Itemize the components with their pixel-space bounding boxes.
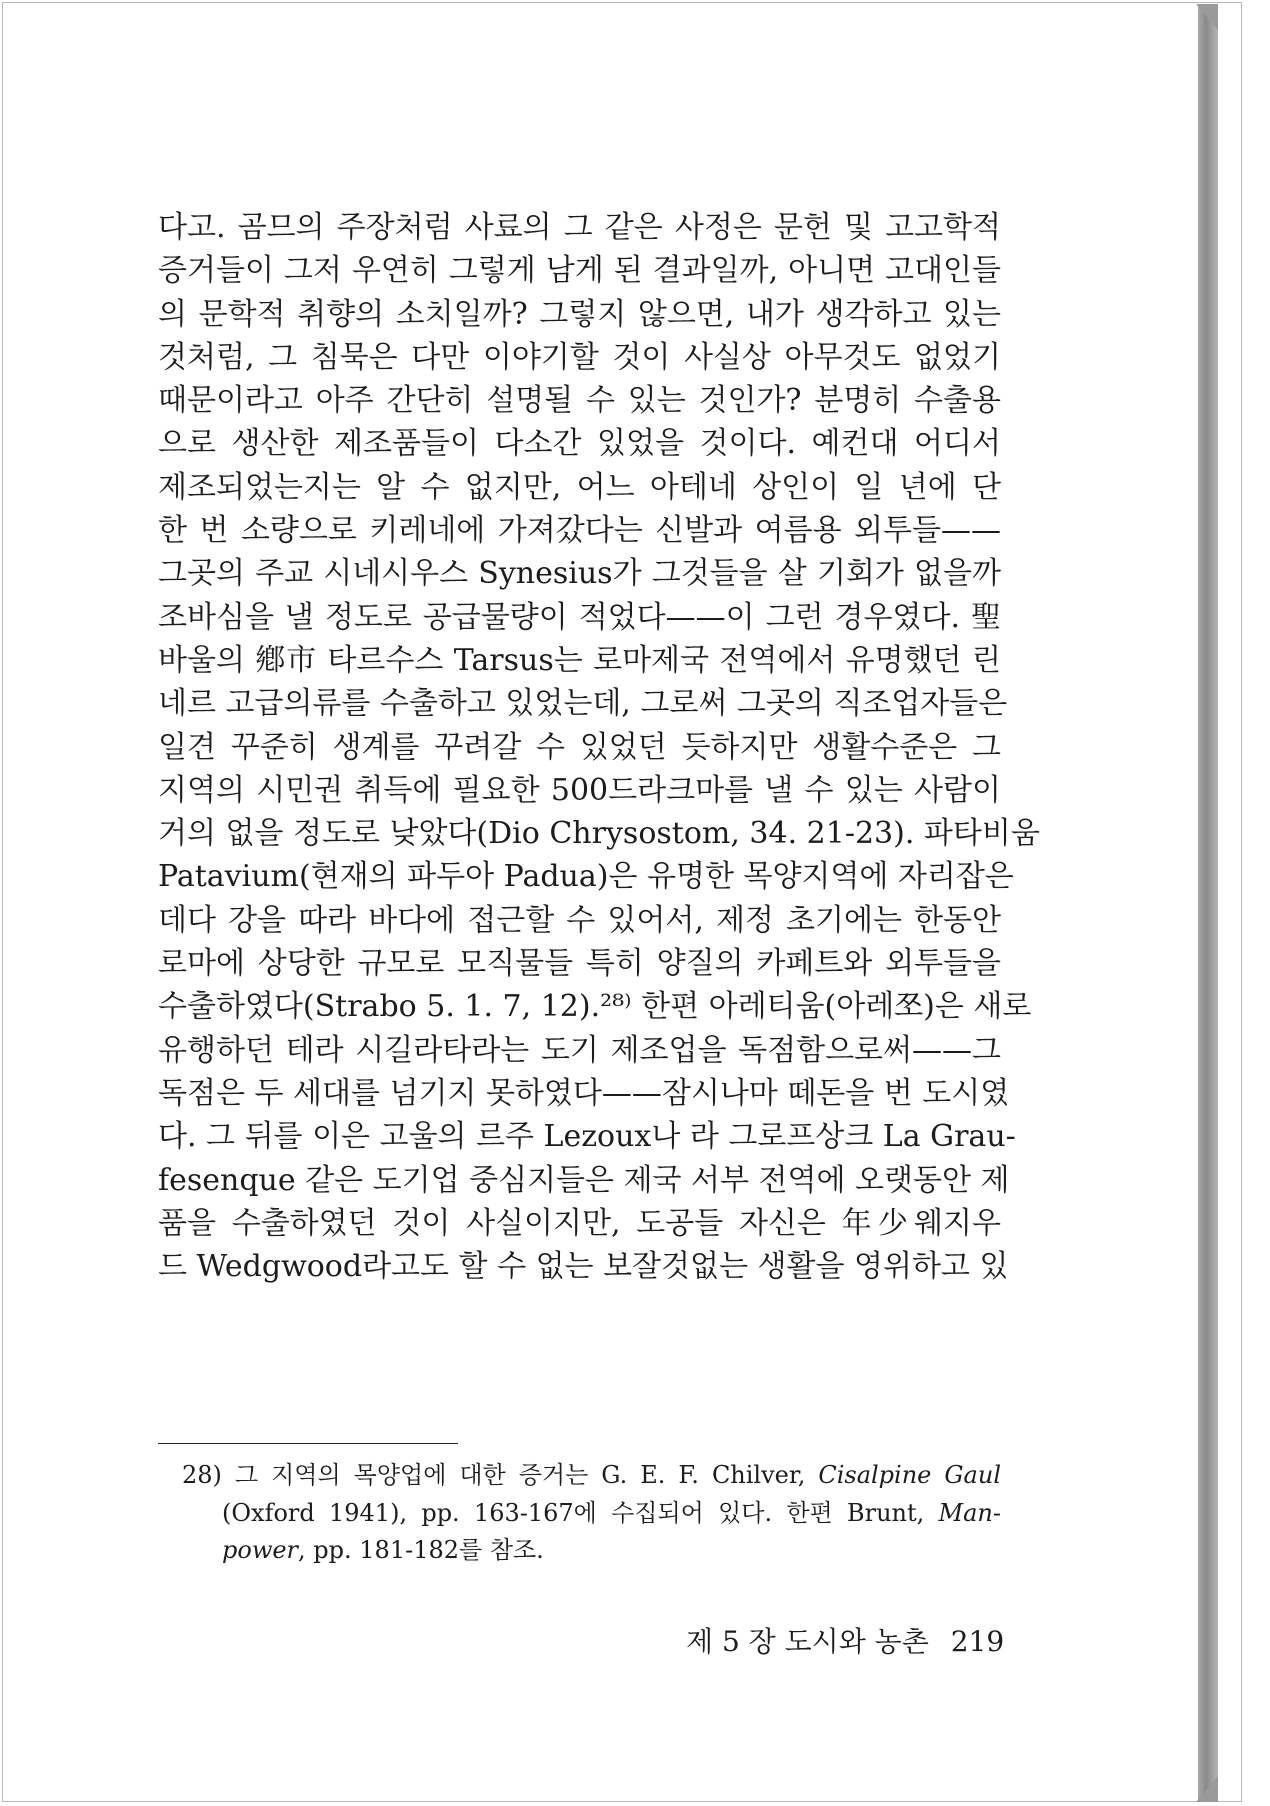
footnote-text: (Oxford 1941), pp. 163-167에 수집되어 있다. 한편 Brunt, <box>222 1498 939 1527</box>
body-line: 으로 생산한 제조품들이 다소간 있었을 것이다. 예컨대 어디서 <box>158 426 1001 462</box>
footnote-text: 28) 그 지역의 목양업에 대한 증거는 G. E. F. Chilver, <box>182 1461 819 1489</box>
running-footer <box>686 1620 1005 1660</box>
footnote-title: Man- <box>938 1498 1001 1527</box>
body-line: 독점은 두 세대를 넘기지 못하였다——잠시나마 떼돈을 번 도시였 <box>158 1075 1010 1111</box>
body-line: 로마에 상당한 규모로 모직물들 특히 양질의 카페트와 외투들을 <box>158 946 1001 982</box>
body-line: 드 Wedgwood라고도 할 수 없는 보잘것없는 생활을 영위하고 있 <box>158 1249 1009 1285</box>
body-line: 그곳의 주교 시네시우스 Synesius가 그것들을 살 기회가 없을까 <box>158 556 1001 592</box>
page-edge-corner-bottom <box>1196 1776 1218 1802</box>
footnote-line <box>186 1495 1001 1533</box>
body-line: 증거들이 그저 우연히 그렇게 남게 된 결과일까, 아니면 고대인들 <box>158 253 1001 289</box>
body-line: fesenque 같은 도기업 중심지들은 제국 서부 전역에 오랫동안 제 <box>158 1162 1010 1198</box>
body-line: 품을 수출하였던 것이 사실이지만, 도공들 자신은 年少웨지우 <box>158 1205 1001 1241</box>
footnote-text: , pp. 181-182를 참조. <box>298 1536 544 1564</box>
footnote-title: Cisalpine Gaul <box>818 1461 1001 1489</box>
body-line: 네르 고급의류를 수출하고 있었는데, 그로써 그곳의 직조업자들은 <box>158 686 1008 722</box>
body-line: 다고. 곰므의 주장처럼 사료의 그 같은 사정은 문헌 및 고고학적 <box>158 210 1001 245</box>
body-line: 바울의 鄕市 타르수스 Tarsus는 로마제국 전역에서 유명했던 린 <box>158 642 1001 678</box>
body-line: 수출하였다(Strabo 5. 1. 7, 12).²⁸⁾ 한편 아레티움(아레쪼)은 새로 <box>158 989 1032 1025</box>
body-line: 지역의 시민권 취득에 필요한 500드라크마를 낼 수 있는 사람이 <box>158 772 1001 808</box>
body-line: 유행하던 테라 시길라타라는 도기 제조업을 독점함으로써——그 <box>158 1032 1001 1068</box>
footnote-line <box>186 1532 1001 1570</box>
body-line: 일견 꾸준히 생계를 꾸려갈 수 있었던 듯하지만 생활수준은 그 <box>158 729 1001 765</box>
chapter-title: 제 5 장 도시와 농촌 <box>686 1625 929 1658</box>
book-page-edge <box>1198 4 1218 1802</box>
footnote-28 <box>182 1457 1001 1570</box>
body-line: 데다 강을 따라 바다에 접근할 수 있어서, 제정 초기에는 한동안 <box>158 902 1001 938</box>
page-edge-corner-top <box>1196 4 1218 30</box>
body-line: 때문이라고 아주 간단히 설명될 수 있는 것인가? 분명히 수출용 <box>158 383 1001 419</box>
body-line: 다. 그 뒤를 이은 고울의 르주 Lezoux나 라 그로프상크 La Grau- <box>158 1119 1016 1155</box>
body-line: 것처럼, 그 침묵은 다만 이야기할 것이 사실상 아무것도 없었기 <box>158 339 1001 375</box>
body-line: 한 번 소량으로 키레네에 가져갔다는 신발과 여름용 외투들—— <box>158 513 1001 549</box>
body-line: 거의 없을 정도로 낮았다(Dio Chrysostom, 34. 21-23). 파타비움 <box>158 816 1040 852</box>
body-text <box>158 206 1040 1288</box>
footnote-title: power <box>222 1536 299 1564</box>
body-line: Patavium(현재의 파두아 Padua)은 유명한 목양지역에 자리잡은 <box>158 859 1014 895</box>
body-line: 조바심을 낼 정도로 공급물량이 적었다——이 그런 경우였다. 聖 <box>158 599 1001 635</box>
page-number: 219 <box>950 1625 1005 1658</box>
footnote-line <box>182 1457 1001 1495</box>
body-line: 제조되었는지는 알 수 없지만, 어느 아테네 상인이 일 년에 단 <box>158 469 1001 505</box>
footnote-separator <box>158 1443 458 1444</box>
body-line: 의 문학적 취향의 소치일까? 그렇지 않으면, 내가 생각하고 있는 <box>158 296 1001 332</box>
